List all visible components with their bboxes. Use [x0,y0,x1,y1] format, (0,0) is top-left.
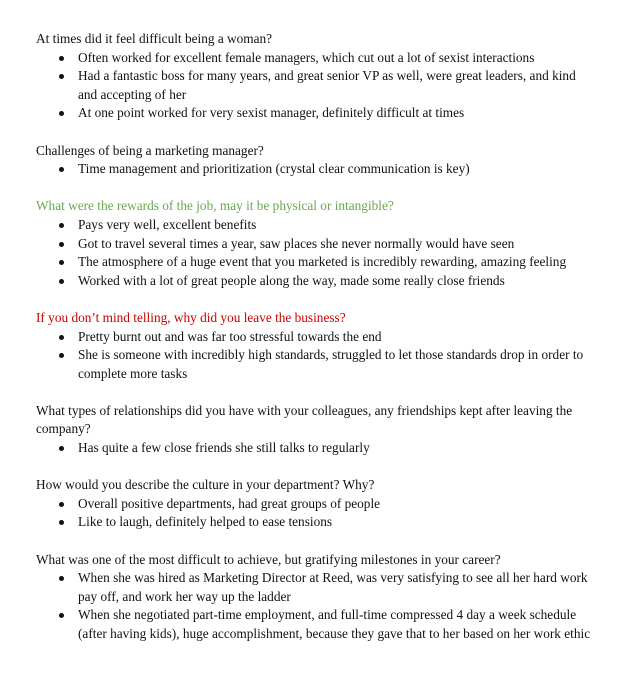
answer-text: Has quite a few close friends she still talks to regularly [78,440,370,456]
answer-text: Often worked for excellent female managers, which cut out a lot of sexist interactions [78,49,535,65]
answer-item [78,216,607,235]
bullet-icon [59,520,64,525]
answer-item [78,160,607,179]
answer-text: Had a fantastic boss for many years, and great senior VP as well, were great leaders, and kind and accepting of her [78,68,576,102]
question-text: At times did it feel difficult being a woman? [36,31,273,46]
qa-section [36,309,607,383]
answer-item [78,253,607,272]
bullet-icon [59,502,64,507]
answer-text: The atmosphere of a huge event that you marketed is incredibly rewarding, amazing feeling [78,254,567,270]
answer-item [78,569,607,606]
answer-list [36,439,607,458]
answer-item [78,495,607,514]
answer-item [78,439,607,458]
bullet-icon [59,576,64,581]
bullet-icon [59,74,64,79]
question-text: What types of relationships did you have with your colleagues, any friendships kept after leaving the company? [36,402,573,437]
answer-text: Worked with a lot of great people along the way, made some really close friends [78,272,505,288]
question-text: How would you describe the culture in your department? Why? [36,477,375,493]
answer-text: When she was hired as Marketing Director at Reed, was very satisfying to see all her hard work pay off, and work her way up the ladder [78,570,588,604]
answer-item [78,328,607,347]
question-text: Challenges of being a marketing manager? [36,142,264,158]
bullet-icon [59,353,64,358]
answer-list [36,49,607,123]
bullet-icon [59,111,64,116]
bullet-icon [59,279,64,284]
qa-section [36,30,607,123]
answer-list [36,495,607,532]
answer-text: She is someone with incredibly high standards, struggled to let those standards drop in order to complete more tasks [78,347,584,381]
answer-text: Pretty burnt out and was far too stressful towards the end [78,328,382,344]
bullet-icon [59,167,64,172]
bullet-icon [59,446,64,451]
bullet-icon [59,335,64,340]
question-text: What was one of the most difficult to achieve, but gratifying milestones in your career? [36,551,501,567]
answer-text: Like to laugh, definitely helped to ease tensions [78,514,333,530]
bullet-icon [59,56,64,61]
answer-item [78,49,607,68]
qa-section [36,197,607,290]
answer-list [36,328,607,384]
bullet-icon [59,223,64,228]
answer-item [78,235,607,254]
answer-text: At one point worked for very sexist manager, definitely difficult at times [78,105,465,121]
answer-item [78,606,607,643]
answer-list [36,160,607,179]
question-text: What were the rewards of the job, may it be physical or intangible? [36,198,394,214]
answer-text: When she negotiated part-time employment, and full-time compressed 4 day a week schedule (after having kids), huge accomplishment, because they gave that to her based on her work ethic [78,607,591,641]
qa-section [36,551,607,644]
answer-item [78,67,607,104]
answer-item [78,513,607,532]
qa-section [36,476,607,532]
bullet-icon [59,613,64,618]
answer-text: Pays very well, excellent benefits [78,216,257,232]
answer-item [78,104,607,123]
question-text: If you don’t mind telling, why did you leave the business? [36,309,346,325]
qa-section [36,142,607,179]
answer-list [36,569,607,643]
answer-item [78,272,607,291]
answer-text: Time management and prioritization (crystal clear communication is key) [78,161,470,177]
qa-section [36,402,607,458]
answer-list [36,216,607,290]
answer-text: Got to travel several times a year, saw places she never normally would have seen [78,235,515,251]
answer-text: Overall positive departments, had great groups of people [78,495,381,511]
bullet-icon [59,242,64,247]
answer-item [78,346,607,383]
bullet-icon [59,260,64,265]
